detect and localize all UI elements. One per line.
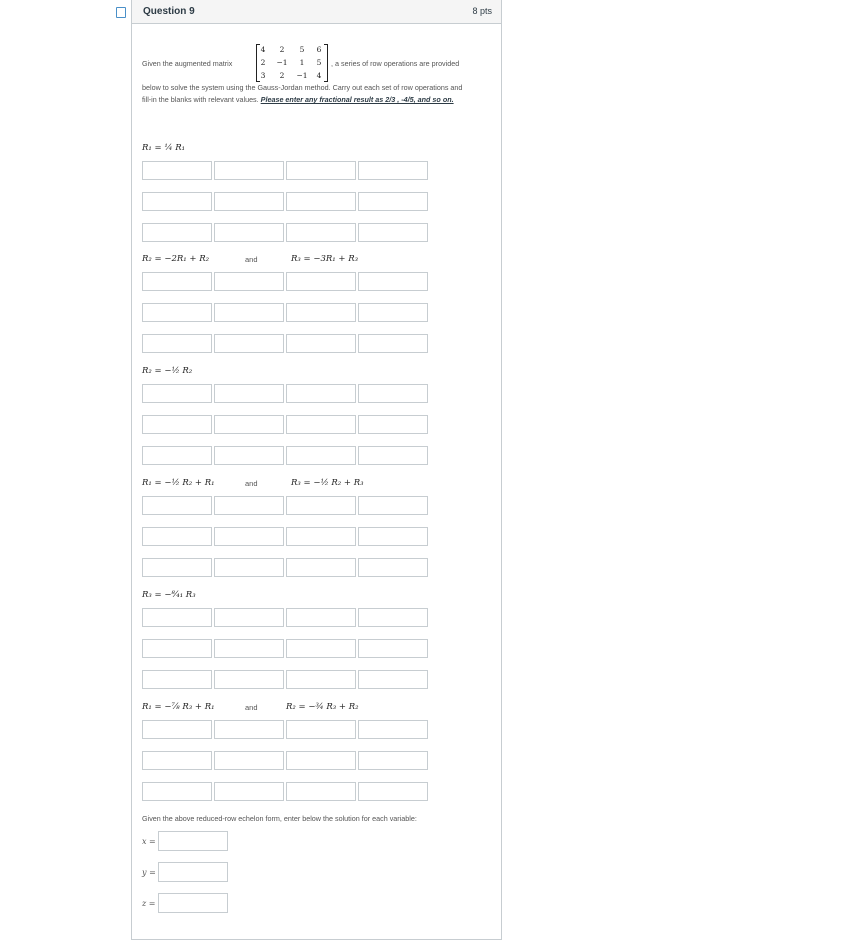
- answer-blank[interactable]: [358, 558, 428, 577]
- answer-blank[interactable]: [142, 272, 212, 291]
- answer-blank[interactable]: [286, 670, 356, 689]
- row-op-label: R₃ = −3R₁ + R₃: [291, 254, 359, 264]
- answer-blank[interactable]: [358, 272, 428, 291]
- answer-blank[interactable]: [214, 415, 284, 434]
- solution-input-z[interactable]: [158, 893, 228, 913]
- answer-blank[interactable]: [214, 334, 284, 353]
- answer-blank[interactable]: [286, 558, 356, 577]
- answer-blank[interactable]: [142, 303, 212, 322]
- answer-blank[interactable]: [142, 527, 212, 546]
- flag-question-icon[interactable]: [116, 7, 126, 18]
- answer-blank[interactable]: [358, 303, 428, 322]
- answer-blank[interactable]: [358, 720, 428, 739]
- solution-input-y[interactable]: [158, 862, 228, 882]
- answer-blank[interactable]: [142, 608, 212, 627]
- matrix-cell: 3: [260, 71, 266, 80]
- answer-blank[interactable]: [214, 751, 284, 770]
- matrix-cell: 6: [316, 45, 322, 54]
- answer-blank[interactable]: [358, 782, 428, 801]
- answer-blank[interactable]: [214, 720, 284, 739]
- matrix-cell: 5: [316, 58, 322, 67]
- answer-blank[interactable]: [358, 161, 428, 180]
- answer-blank[interactable]: [286, 608, 356, 627]
- matrix-cell: 2: [279, 45, 285, 54]
- row-op-label: R₁ = −½ R₂ + R₁: [142, 478, 215, 488]
- answer-blank[interactable]: [286, 272, 356, 291]
- intro-line-3: fill-in the blanks with relevant values. Please enter any fractional result as 2/3 , -4/5, and so on.: [142, 95, 454, 104]
- answer-blank[interactable]: [214, 161, 284, 180]
- answer-blank[interactable]: [214, 639, 284, 658]
- answer-blank[interactable]: [142, 223, 212, 242]
- answer-blank[interactable]: [358, 446, 428, 465]
- answer-blank[interactable]: [358, 192, 428, 211]
- answer-blank[interactable]: [286, 782, 356, 801]
- answer-blank[interactable]: [142, 496, 212, 515]
- matrix-cell: −1: [296, 71, 308, 80]
- answer-blank[interactable]: [142, 558, 212, 577]
- answer-blank[interactable]: [286, 192, 356, 211]
- answer-blank[interactable]: [358, 223, 428, 242]
- intro-line-2: below to solve the system using the Gauss-Jordan method. Carry out each set of row operations and: [142, 83, 463, 92]
- and-connector: and: [245, 479, 258, 488]
- row-op-label: R₂ = −½ R₂: [142, 366, 193, 376]
- matrix-cell: 1: [299, 58, 305, 67]
- answer-blank[interactable]: [214, 384, 284, 403]
- row-op-label: R₁ = −⁷⁄₈ R₃ + R₁: [142, 702, 215, 712]
- answer-blank[interactable]: [142, 670, 212, 689]
- question-title: Question 9: [143, 6, 195, 17]
- answer-blank[interactable]: [214, 446, 284, 465]
- answer-blank[interactable]: [358, 496, 428, 515]
- answer-blank[interactable]: [286, 334, 356, 353]
- answer-blank[interactable]: [358, 415, 428, 434]
- answer-blank[interactable]: [358, 751, 428, 770]
- answer-blank[interactable]: [286, 161, 356, 180]
- answer-blank[interactable]: [286, 751, 356, 770]
- answer-blank[interactable]: [214, 608, 284, 627]
- answer-blank[interactable]: [214, 272, 284, 291]
- row-op-label: R₂ = −2R₁ + R₂: [142, 254, 210, 264]
- solution-input-x[interactable]: [158, 831, 228, 851]
- var-label-y: y =: [142, 868, 156, 877]
- answer-blank[interactable]: [142, 782, 212, 801]
- answer-blank[interactable]: [142, 334, 212, 353]
- answer-blank[interactable]: [286, 720, 356, 739]
- answer-blank[interactable]: [286, 415, 356, 434]
- question-header: [132, 0, 501, 24]
- answer-blank[interactable]: [142, 415, 212, 434]
- answer-blank[interactable]: [214, 558, 284, 577]
- answer-blank[interactable]: [358, 608, 428, 627]
- answer-blank[interactable]: [286, 527, 356, 546]
- solution-prompt: Given the above reduced-row echelon form, enter below the solution for each variable:: [142, 814, 417, 823]
- answer-blank[interactable]: [358, 384, 428, 403]
- matrix-cell: 5: [299, 45, 305, 54]
- answer-blank[interactable]: [142, 720, 212, 739]
- answer-blank[interactable]: [142, 192, 212, 211]
- answer-blank[interactable]: [286, 496, 356, 515]
- var-label-z: z =: [142, 899, 156, 908]
- answer-blank[interactable]: [214, 782, 284, 801]
- answer-blank[interactable]: [214, 223, 284, 242]
- matrix-cell: 4: [260, 45, 266, 54]
- answer-blank[interactable]: [286, 303, 356, 322]
- row-op-label: R₂ = −¾ R₃ + R₂: [286, 702, 359, 712]
- answer-blank[interactable]: [358, 334, 428, 353]
- augmented-matrix: [256, 44, 328, 82]
- matrix-cell: −1: [276, 58, 288, 67]
- answer-blank[interactable]: [214, 527, 284, 546]
- answer-blank[interactable]: [286, 384, 356, 403]
- matrix-cell: 4: [316, 71, 322, 80]
- answer-blank[interactable]: [142, 161, 212, 180]
- fraction-hint: Please enter any fractional result as 2/3 , -4/5, and so on.: [260, 95, 454, 104]
- answer-blank[interactable]: [358, 670, 428, 689]
- matrix-cell: 2: [260, 58, 266, 67]
- row-op-label: R₃ = −⁸⁄₄₁ R₃: [142, 590, 196, 600]
- and-connector: and: [245, 703, 258, 712]
- row-op-label: R₁ = ¼ R₁: [142, 143, 186, 153]
- var-label-x: x =: [142, 837, 156, 846]
- and-connector: and: [245, 255, 258, 264]
- intro-before-matrix: Given the augmented matrix: [142, 59, 233, 68]
- answer-blank[interactable]: [214, 496, 284, 515]
- answer-blank[interactable]: [214, 192, 284, 211]
- answer-blank[interactable]: [214, 303, 284, 322]
- answer-blank[interactable]: [286, 223, 356, 242]
- answer-blank[interactable]: [286, 446, 356, 465]
- intro-after-matrix: , a series of row operations are provided: [331, 59, 460, 68]
- answer-blank[interactable]: [286, 639, 356, 658]
- answer-blank[interactable]: [358, 527, 428, 546]
- answer-blank[interactable]: [214, 670, 284, 689]
- answer-blank[interactable]: [142, 446, 212, 465]
- answer-blank[interactable]: [142, 639, 212, 658]
- matrix-cell: 2: [279, 71, 285, 80]
- answer-blank[interactable]: [142, 384, 212, 403]
- answer-blank[interactable]: [142, 751, 212, 770]
- answer-blank[interactable]: [358, 639, 428, 658]
- row-op-label: R₃ = −½ R₂ + R₃: [291, 478, 364, 488]
- question-points: 8 pts: [472, 6, 492, 16]
